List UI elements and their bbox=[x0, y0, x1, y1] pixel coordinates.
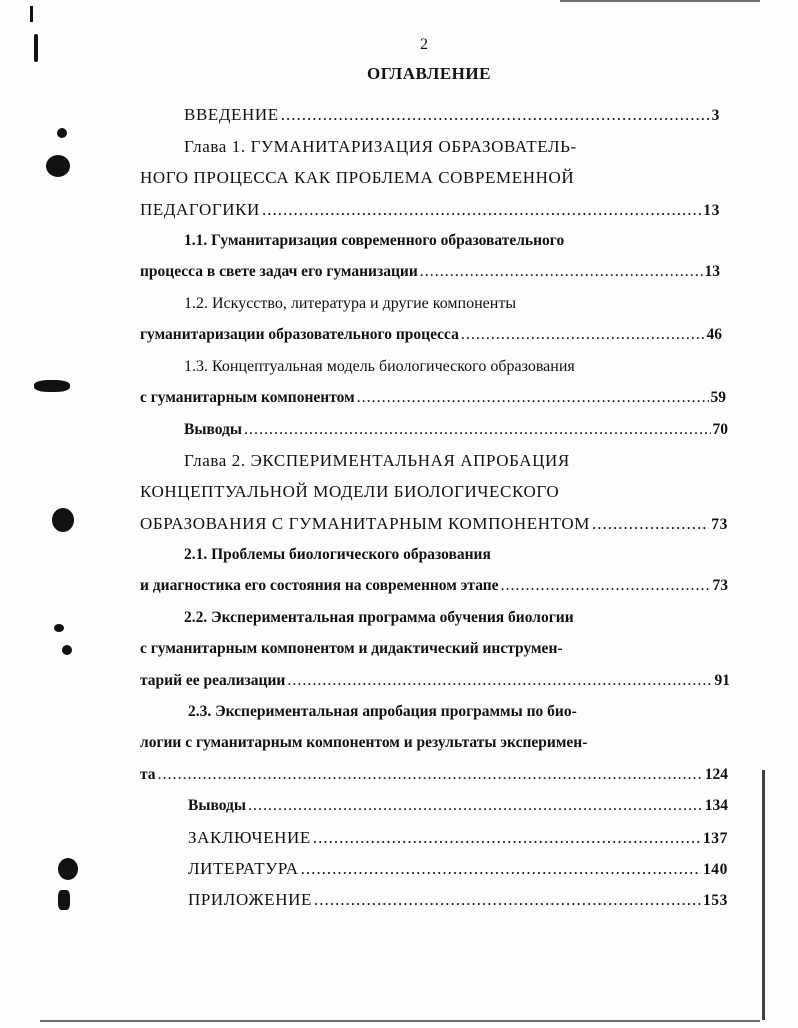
dot-leader bbox=[461, 322, 705, 348]
toc-entry-literature[interactable] bbox=[188, 856, 728, 882]
toc-page-number: 124 bbox=[704, 766, 728, 783]
toc-entry-title: 2.3. Экспериментальная апробация программы по био- bbox=[188, 703, 577, 720]
toc-entry-title: и диагностика его состояния на современном этапе bbox=[140, 577, 499, 594]
dot-leader bbox=[357, 385, 709, 411]
page-number: 2 bbox=[420, 36, 428, 53]
toc-entry-section-1-3-line-2[interactable] bbox=[140, 385, 726, 411]
toc-entry-title: 2.2. Экспериментальная программа обучения биологии bbox=[184, 609, 574, 626]
toc-entry-title: та bbox=[140, 766, 156, 783]
dot-leader bbox=[313, 825, 701, 851]
toc-page-number: 13 bbox=[704, 263, 720, 280]
toc-entry-title: Глава 2. ЭКСПЕРИМЕНТАЛЬНАЯ АПРОБАЦИЯ bbox=[184, 451, 570, 470]
dot-leader bbox=[592, 511, 709, 537]
toc-entry-chapter-2-line-2[interactable] bbox=[140, 479, 559, 505]
toc-entry-title: Выводы bbox=[188, 797, 246, 814]
toc-entry-title: процесса в свете задач его гуманизации bbox=[140, 263, 418, 280]
toc-entry-title: логии с гуманитарным компонентом и результаты эксперимен- bbox=[140, 734, 588, 751]
toc-entry-conclusions-1[interactable] bbox=[184, 417, 728, 443]
toc-entry-title: ВВЕДЕНИЕ bbox=[184, 105, 279, 124]
toc-page-number: 13 bbox=[703, 202, 720, 219]
toc-entry-title: 1.1. Гуманитаризация современного образовательного bbox=[184, 232, 565, 249]
toc-entry-chapter-2-line-1[interactable] bbox=[184, 448, 570, 474]
toc-entry-title: с гуманитарным компонентом и дидактический инструмен- bbox=[140, 640, 563, 657]
toc-entry-chapter-1-line-1[interactable] bbox=[184, 134, 577, 160]
toc-entry-section-2-3-line-2[interactable] bbox=[140, 730, 587, 756]
toc-entry-title: тарий ее реализации bbox=[140, 672, 286, 689]
toc-entry-section-1-2-line-1[interactable] bbox=[184, 291, 516, 317]
toc-entry-section-1-1-line-1[interactable] bbox=[184, 228, 564, 254]
toc-entry-section-2-1-line-2[interactable] bbox=[140, 573, 728, 599]
toc-page-number: 91 bbox=[714, 672, 730, 689]
toc-entry-title: ОБРАЗОВАНИЯ С ГУМАНИТАРНЫМ КОМПОНЕНТОМ bbox=[140, 514, 590, 533]
dot-leader bbox=[314, 887, 701, 913]
toc-entry-section-1-1-line-2[interactable] bbox=[140, 259, 720, 285]
toc-entry-title: КОНЦЕПТУАЛЬНОЙ МОДЕЛИ БИОЛОГИЧЕСКОГО bbox=[140, 482, 560, 501]
dot-leader bbox=[244, 417, 711, 443]
toc-entry-title: гуманитаризации образовательного процесса bbox=[140, 326, 459, 343]
dot-leader bbox=[301, 856, 701, 882]
toc-entry-section-2-2-line-2[interactable] bbox=[140, 636, 563, 662]
toc-page-number: 73 bbox=[711, 516, 728, 533]
toc-entry-section-2-2-line-1[interactable] bbox=[184, 605, 574, 631]
dot-leader bbox=[262, 197, 701, 223]
toc-entry-section-2-3-line-1[interactable] bbox=[188, 699, 577, 725]
toc-entry-title: ЗАКЛЮЧЕНИЕ bbox=[188, 828, 311, 847]
dot-leader bbox=[287, 668, 712, 694]
toc-entry-section-2-3-line-3[interactable] bbox=[140, 762, 728, 788]
toc-entry-section-2-2-line-3[interactable] bbox=[140, 668, 730, 694]
toc-entry-chapter-2-line-3[interactable] bbox=[140, 511, 728, 537]
toc-entry-title: Выводы bbox=[184, 421, 242, 438]
toc-entry-section-1-3-line-1[interactable] bbox=[184, 354, 575, 380]
toc-entry-title: 1.3. Концептуальная модель биологического образования bbox=[184, 358, 575, 375]
toc-page-number: 140 bbox=[702, 861, 728, 878]
toc-entry-section-2-1-line-1[interactable] bbox=[184, 542, 491, 568]
toc-page-number: 3 bbox=[711, 107, 720, 124]
toc-entry-conclusion[interactable] bbox=[188, 825, 728, 851]
toc-entry-intro[interactable] bbox=[184, 102, 720, 128]
toc-page-number: 59 bbox=[710, 389, 726, 406]
toc-entry-title: ПЕДАГОГИКИ bbox=[140, 200, 260, 219]
toc-entry-conclusions-2[interactable] bbox=[188, 793, 728, 819]
toc-entry-chapter-1-line-2[interactable] bbox=[140, 165, 574, 191]
toc-entry-title: с гуманитарным компонентом bbox=[140, 389, 355, 406]
dot-leader bbox=[281, 102, 710, 128]
toc-page-number: 73 bbox=[712, 577, 728, 594]
toc-entry-title: ПРИЛОЖЕНИЕ bbox=[188, 890, 312, 909]
dot-leader bbox=[501, 573, 711, 599]
toc-entry-title: ЛИТЕРАТУРА bbox=[188, 859, 299, 878]
toc-entry-title: 1.2. Искусство, литература и другие компоненты bbox=[184, 295, 517, 312]
toc-page-number: 153 bbox=[702, 892, 728, 909]
dot-leader bbox=[158, 762, 703, 788]
toc-entry-title: НОГО ПРОЦЕССА КАК ПРОБЛЕМА СОВРЕМЕННОЙ bbox=[140, 168, 575, 187]
toc-entry-section-1-2-line-2[interactable] bbox=[140, 322, 722, 348]
toc-page-number: 70 bbox=[712, 421, 728, 438]
dot-leader bbox=[420, 259, 703, 285]
toc-entry-title: Глава 1. ГУМАНИТАРИЗАЦИЯ ОБРАЗОВАТЕЛЬ- bbox=[184, 137, 577, 156]
toc-entry-chapter-1-line-3[interactable] bbox=[140, 197, 720, 223]
toc-entry-title: 2.1. Проблемы биологического образования bbox=[184, 546, 491, 563]
toc-entry-appendix[interactable] bbox=[188, 887, 728, 913]
toc-page-number: 137 bbox=[702, 830, 728, 847]
dot-leader bbox=[248, 793, 703, 819]
toc-page-number: 134 bbox=[704, 797, 728, 814]
page-title: ОГЛАВЛЕНИЕ bbox=[367, 64, 491, 83]
toc-page-number: 46 bbox=[706, 326, 722, 343]
